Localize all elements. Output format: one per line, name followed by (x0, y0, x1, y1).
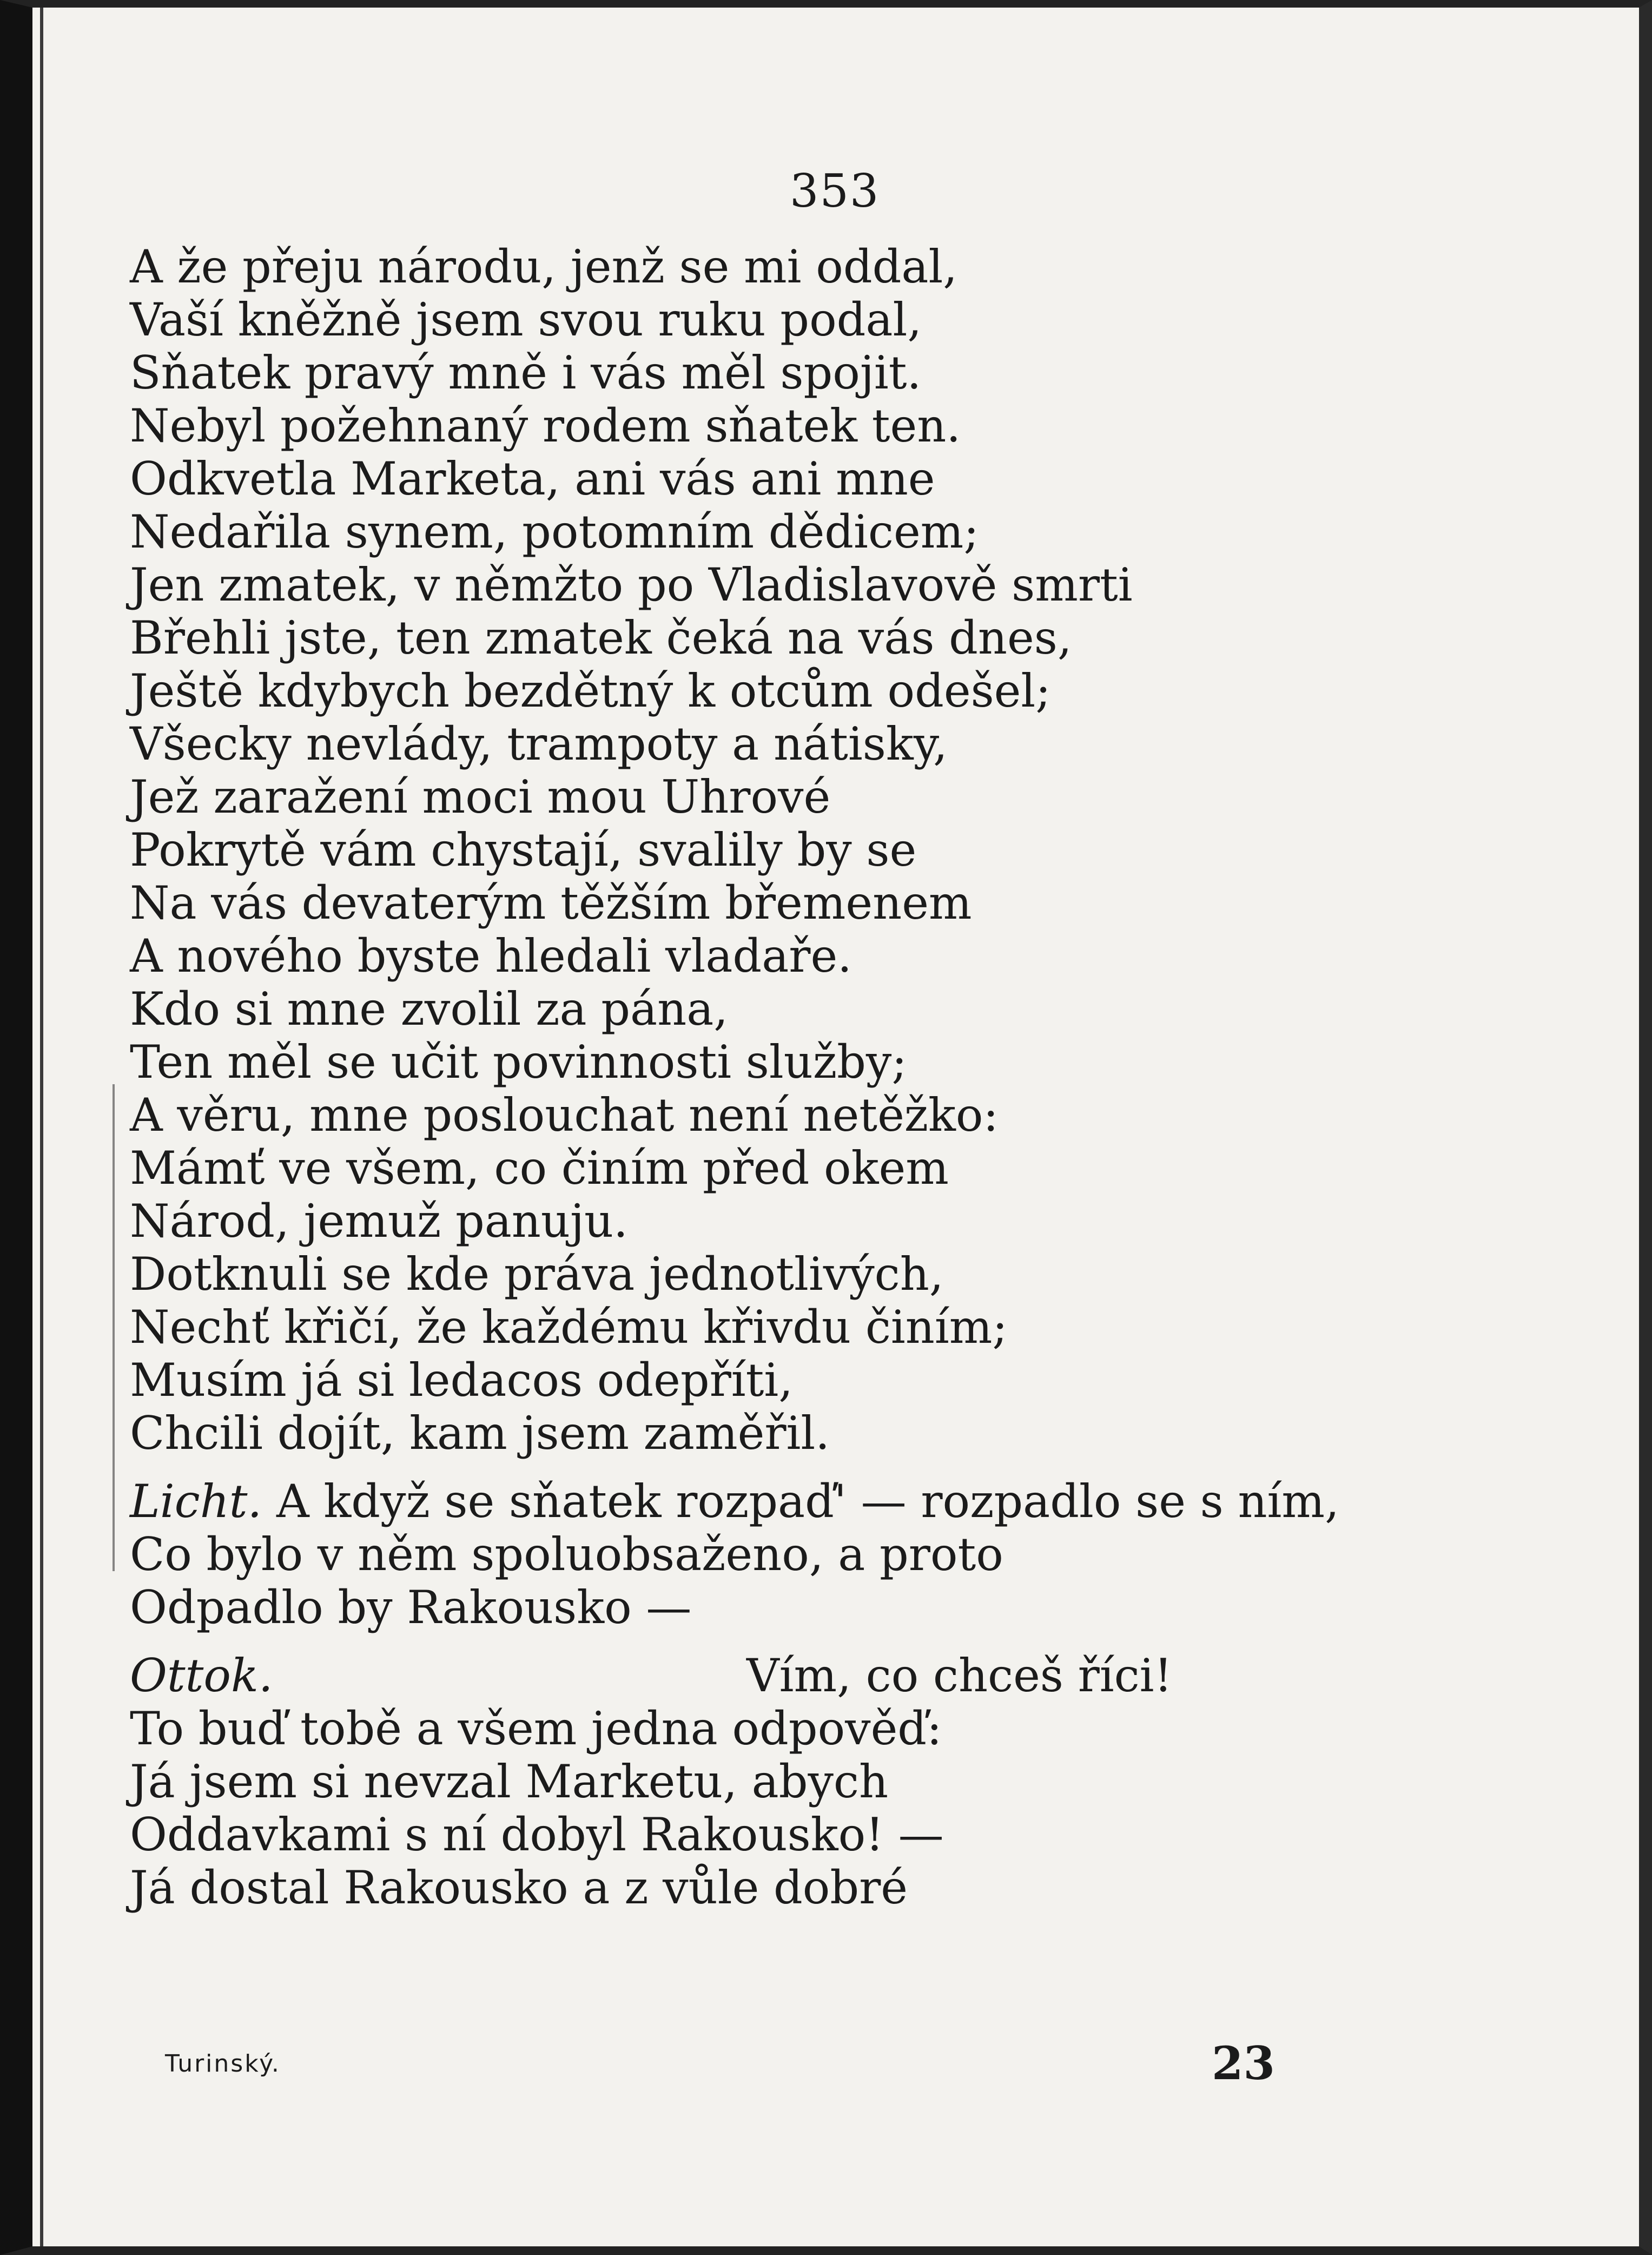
verse-line: Musím já si ledacos odepříti, (130, 1354, 793, 1407)
page-number: 353 (790, 164, 880, 217)
verse-line: Kdo si mne zvolil za pána, (130, 983, 728, 1036)
verse-line: Jen zmatek, v němžto po Vladislavově smrti (130, 558, 1133, 611)
verse-line: Vaší kněžně jsem svou ruku podal, (130, 293, 922, 346)
verse-line: Nedařila synem, potomním dědicem; (130, 505, 979, 558)
verse-line: A věru, mne poslouchat není netěžko: (130, 1089, 999, 1142)
margin-marking (113, 1084, 115, 1571)
speaker-licht: Licht. (130, 1475, 262, 1528)
ottok-first-line: Vím, co chceš říci! (746, 1649, 1173, 1702)
verse-line: Nebyl požehnaný rodem sňatek ten. (130, 399, 961, 452)
verse-line: Oddavkami s ní dobyl Rakousko! — (130, 1808, 944, 1861)
verse-text (130, 240, 1482, 1914)
binding-edge (40, 8, 43, 2246)
licht-first-line: A když se sňatek rozpaď' — rozpadlo se s ním, (276, 1475, 1339, 1528)
verse-line: Jež zaražení moci mou Uhrové (130, 770, 831, 823)
verse-line: Pokrytě vám chystají, svalily by se (130, 823, 917, 876)
verse-line: Dotknuli se kde práva jednotlivých, (130, 1248, 944, 1301)
verse-line: Na vás devaterým těžším břemenem (130, 876, 972, 929)
verse-line: To buď tobě a všem jedna odpověď: (130, 1702, 942, 1755)
speaker-ottok: Ottok. (130, 1649, 273, 1702)
verse-line: Chcili dojít, kam jsem zaměřil. (130, 1407, 830, 1460)
verse-line: Ten měl se učit povinnosti služby; (130, 1036, 907, 1089)
verse-line: Nechť křičí, že každému křivdu činím; (130, 1301, 1008, 1354)
printer-signature: Turinský. (165, 2050, 281, 2078)
ottok-line (130, 1649, 1482, 1702)
spacer (130, 1634, 1482, 1649)
verse-line: Všecky nevlády, trampoty a nátisky, (130, 717, 948, 770)
verse-line: A nového byste hledali vladaře. (130, 929, 852, 983)
verse-line: Co bylo v něm spoluobsaženo, a proto (130, 1528, 1003, 1581)
verse-line: Odkvetla Marketa, ani vás ani mne (130, 452, 935, 505)
verse-line: Sňatek pravý mně i vás měl spojit. (130, 346, 922, 399)
verse-line: Břehli jste, ten zmatek čeká na vás dnes, (130, 611, 1072, 664)
verse-line: Odpadlo by Rakousko — (130, 1581, 692, 1634)
verse-line: Já jsem si nevzal Marketu, abych (130, 1755, 889, 1808)
licht-line (130, 1475, 1482, 1528)
verse-line: Národ, jemuž panuju. (130, 1195, 628, 1248)
spacer (130, 1460, 1482, 1475)
verse-line: Já dostal Rakousko a z vůle dobré (130, 1861, 908, 1914)
sheet-number: 23 (1212, 2036, 1275, 2090)
verse-line: Mámť ve všem, co činím před okem (130, 1142, 949, 1195)
verse-line: Ještě kdybych bezdětný k otcům odešel; (130, 664, 1051, 717)
verse-line: A že přeju národu, jenž se mi oddal, (130, 240, 958, 293)
